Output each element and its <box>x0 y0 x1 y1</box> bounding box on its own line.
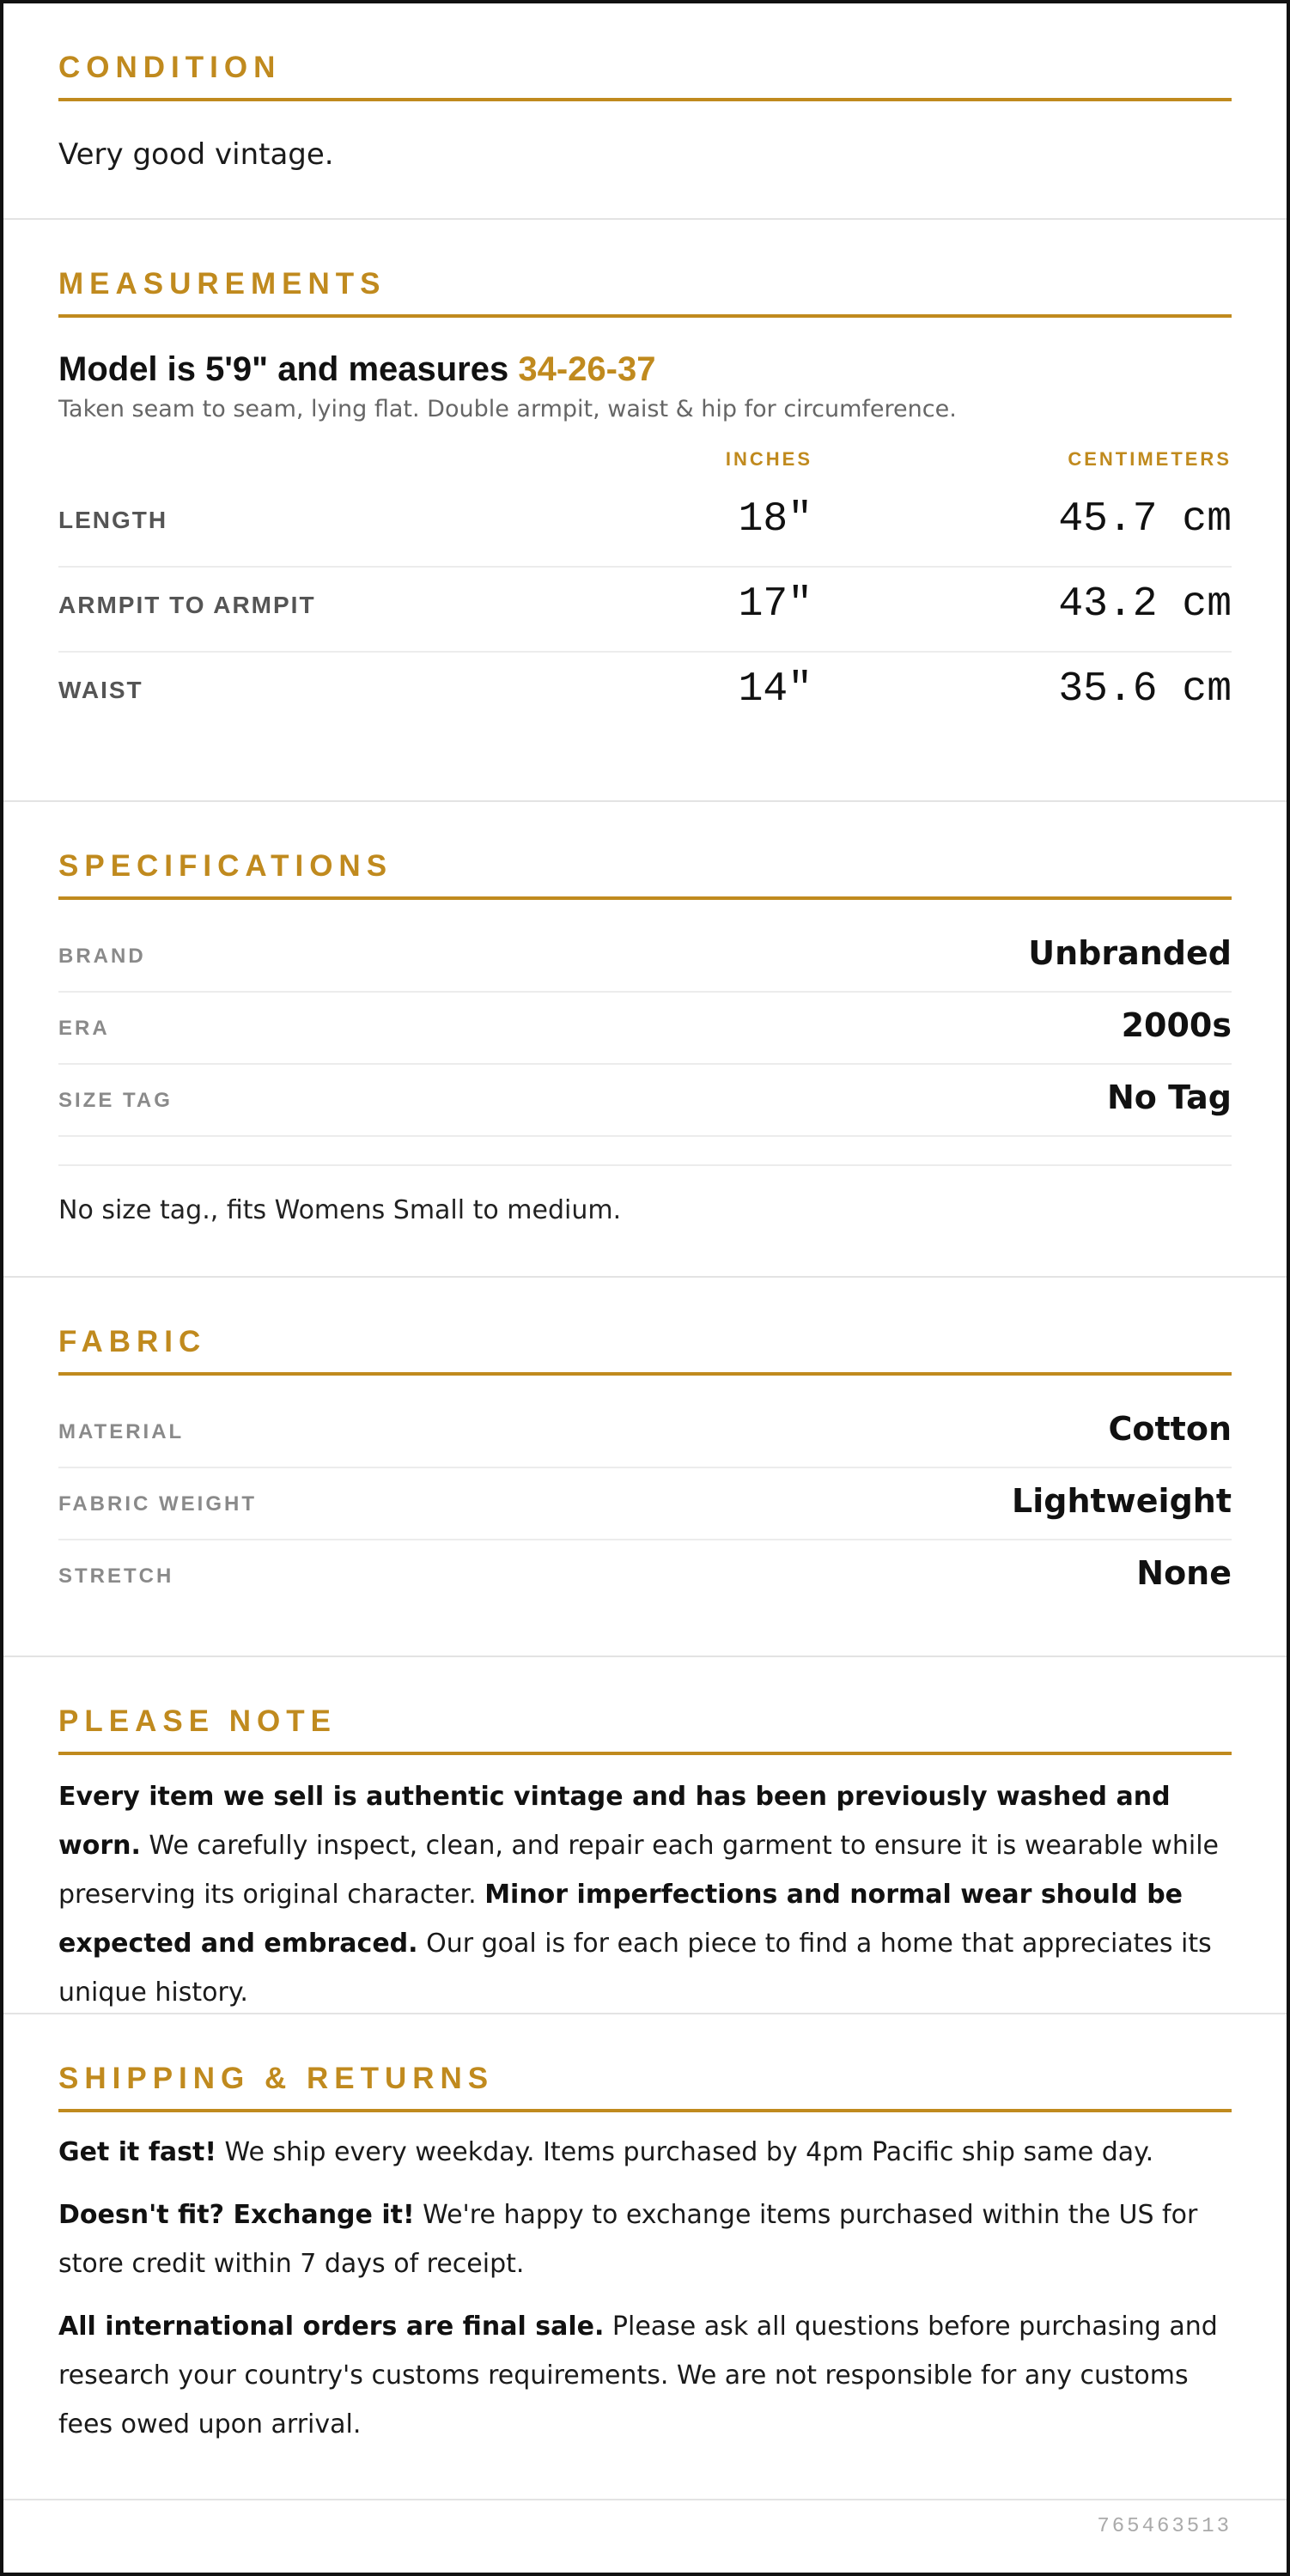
spec-row <box>58 920 1232 993</box>
international-bold: All international orders are final sale. <box>58 2312 605 2342</box>
fabric-key: MATERIAL <box>58 1420 185 1443</box>
measurement-label: ARMPIT TO ARMPIT <box>58 592 316 618</box>
international-paragraph <box>58 2302 1232 2449</box>
note-text-2: Our goal is for each piece to find a home that appreciates its unique history. <box>58 1929 1212 2008</box>
measurement-label: LENGTH <box>58 507 168 533</box>
note-text-1: We carefully inspect, clean, and repair each garment to ensure it is wearable while preserving its original character. <box>58 1831 1219 1910</box>
measurement-inches: 17" <box>738 581 812 628</box>
shipping-paragraph <box>58 2128 1232 2177</box>
shipping-bold: Get it fast! <box>58 2137 216 2167</box>
fabric-row <box>58 1540 1232 1613</box>
measurement-row <box>58 483 1232 568</box>
spec-key: BRAND <box>58 945 146 968</box>
exchange-paragraph <box>58 2190 1232 2288</box>
fabric-row <box>58 1396 1232 1468</box>
measurements-table-header <box>58 448 1232 483</box>
model-measures-value: 34-26-37 <box>518 350 656 388</box>
spec-value: Unbranded <box>1028 934 1232 972</box>
measurement-cm: 45.7 cm <box>1058 496 1232 543</box>
column-header-centimeters: CENTIMETERS <box>1068 448 1232 470</box>
shipping-text: We ship every weekday. Items purchased by 4pm Pacific ship same day. <box>216 2137 1154 2167</box>
fabric-row <box>58 1468 1232 1540</box>
measurement-inches: 18" <box>738 496 812 543</box>
condition-section <box>3 3 1287 220</box>
please-note-section <box>3 1657 1287 2014</box>
spec-value: No Tag <box>1106 1078 1232 1116</box>
exchange-text: We're happy to exchange items purchased within the US for store credit within 7 days of receipt. <box>58 2200 1198 2279</box>
fabric-section <box>3 1278 1287 1657</box>
spec-row <box>58 993 1232 1065</box>
please-note-text <box>58 1772 1232 2017</box>
measurements-heading: MEASUREMENTS <box>58 266 1232 318</box>
spec-key: ERA <box>58 1017 110 1040</box>
model-measures-line <box>58 350 1232 389</box>
spec-row <box>58 1065 1232 1137</box>
shipping-heading: SHIPPING & RETURNS <box>58 2061 1232 2112</box>
measurement-label: WAIST <box>58 677 143 703</box>
measurement-row <box>58 653 1232 738</box>
model-prefix: Model is 5'9" and measures <box>58 350 519 388</box>
measurement-inches: 14" <box>738 666 812 713</box>
note-bold-2: Minor imperfections and normal wear should be expected and embraced. <box>58 1880 1184 1959</box>
condition-text: Very good vintage. <box>58 137 334 172</box>
spec-key: SIZE TAG <box>58 1089 173 1112</box>
measurement-note: Taken seam to seam, lying flat. Double armpit, waist & hip for circumference. <box>58 396 957 422</box>
fabric-value: Cotton <box>1108 1410 1232 1448</box>
fabric-heading: FABRIC <box>58 1324 1232 1376</box>
spec-divider <box>58 1137 1232 1166</box>
exchange-bold: Doesn't fit? Exchange it! <box>58 2200 415 2230</box>
fabric-key: STRETCH <box>58 1564 174 1588</box>
measurement-row <box>58 568 1232 653</box>
condition-heading: CONDITION <box>58 50 1232 101</box>
fabric-key: FABRIC WEIGHT <box>58 1492 257 1516</box>
measurement-cm: 35.6 cm <box>1058 666 1232 713</box>
size-tag-note: No size tag., fits Womens Small to medium. <box>58 1195 622 1225</box>
product-id: 765463513 <box>1097 2515 1232 2538</box>
please-note-heading: PLEASE NOTE <box>58 1704 1232 1755</box>
spec-value: 2000s <box>1121 1006 1232 1044</box>
specifications-section <box>3 802 1287 1278</box>
specifications-heading: SPECIFICATIONS <box>58 848 1232 900</box>
measurements-table <box>58 448 1232 738</box>
shipping-section <box>3 2014 1287 2500</box>
fabric-value: Lightweight <box>1012 1482 1232 1520</box>
note-bold-1: Every item we sell is authentic vintage and has been previously washed and worn. <box>58 1782 1171 1861</box>
measurement-cm: 43.2 cm <box>1058 581 1232 628</box>
international-text: Please ask all questions before purchasing and research your country's customs requirements. We are not responsible for any customs fees owed upon arrival. <box>58 2312 1218 2439</box>
column-header-inches: INCHES <box>725 448 812 470</box>
measurements-section <box>3 220 1287 802</box>
fabric-value: None <box>1136 1554 1232 1592</box>
